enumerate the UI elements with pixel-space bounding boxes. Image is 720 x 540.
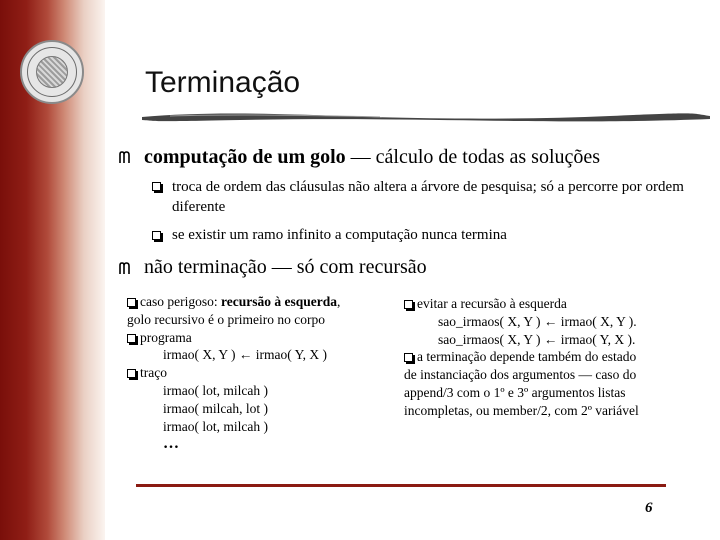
left-column xyxy=(127,293,340,453)
right-code-line: sao_irmaos( X, Y ) ← irmao( X, Y ). xyxy=(438,313,637,329)
trace-line: irmao( lot, milcah ) xyxy=(163,418,268,434)
seal-emblem xyxy=(36,56,68,88)
box-bullet-icon xyxy=(127,334,136,343)
right-item-2 xyxy=(404,348,639,366)
bullet-2: não terminação — só com recursão xyxy=(144,256,427,278)
left-item-1 xyxy=(127,293,340,311)
right-item-1-label: evitar a recursão à esquerda xyxy=(417,296,567,311)
footer-divider xyxy=(136,484,666,487)
sub-bullet-box-icon xyxy=(152,231,161,240)
left-program-code: irmao( X, Y ) ← irmao( Y, X ) xyxy=(163,347,327,363)
trace-line: irmao( milcah, lot ) xyxy=(163,400,268,416)
bullet-1-rest: — cálculo de todas as soluções xyxy=(345,146,601,168)
university-seal-logo xyxy=(20,40,84,104)
left-item-3 xyxy=(127,364,340,382)
sub-bullet-2: se existir um ramo infinito a computação nunca termina xyxy=(172,227,507,243)
bullet-marker-icon xyxy=(118,261,132,275)
right-column xyxy=(404,295,639,420)
bullet-marker-icon xyxy=(118,150,132,164)
left-item-1-bold: recursão à esquerda xyxy=(220,294,337,309)
bullet-1-bold: computação de um golo xyxy=(144,146,346,168)
left-item-2 xyxy=(127,329,340,347)
left-item-1-cont: golo recursivo é o primeiro no corpo xyxy=(127,311,325,327)
slide-title: Terminação xyxy=(145,66,301,99)
trace-ellipsis: … xyxy=(163,435,179,453)
box-bullet-icon xyxy=(404,353,413,362)
trace-line: irmao( lot, milcah ) xyxy=(163,382,268,398)
sub-bullet-1: troca de ordem das cláusulas não altera a árvore de pesquisa; só a percorre por ordem diferente xyxy=(172,179,684,215)
box-bullet-icon xyxy=(127,369,136,378)
left-item-2-label: programa xyxy=(140,329,192,345)
right-item-2-line: incompletas, ou member/2, com 2º variável xyxy=(404,402,639,418)
box-bullet-icon xyxy=(404,300,413,309)
box-bullet-icon xyxy=(127,298,136,307)
right-item-2-line: de instanciação dos argumentos — caso do xyxy=(404,367,637,383)
left-item-3-label: traço xyxy=(140,365,167,381)
right-item-2-label: a terminação depende também do estado xyxy=(417,349,637,365)
right-item-2-line: append/3 com o 1º e 3º argumentos listas xyxy=(404,384,626,400)
title-underline-decoration xyxy=(140,110,712,124)
right-code-line: sao_irmaos( X, Y ) ← irmao( Y, X ). xyxy=(438,331,636,347)
page-number: 6 xyxy=(645,500,653,516)
left-item-1-after: , xyxy=(336,294,341,309)
bullet-1 xyxy=(144,146,600,169)
left-item-1-label: caso perigoso: xyxy=(140,294,221,309)
sub-bullet-box-icon xyxy=(152,182,161,191)
right-item-1 xyxy=(404,295,639,313)
